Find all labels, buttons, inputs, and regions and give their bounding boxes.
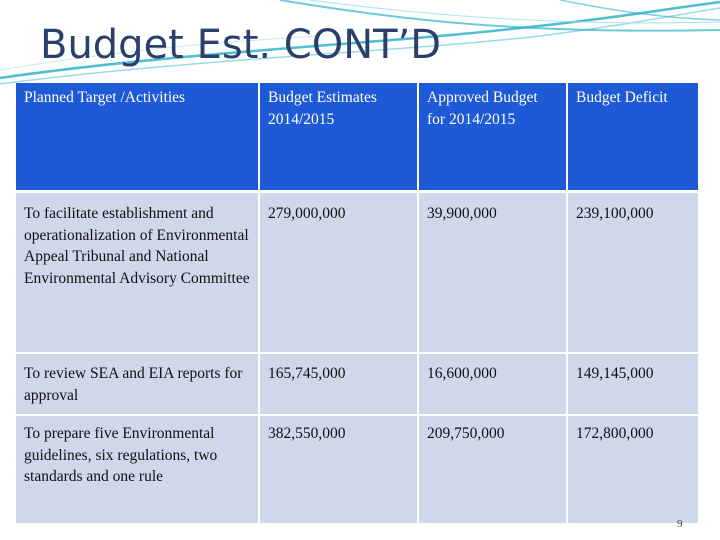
budget-table xyxy=(16,83,698,525)
cell-deficit: 172,800,000 xyxy=(568,416,698,525)
slide-title: Budget Est. CONT’D xyxy=(40,22,442,68)
page-number: 9 xyxy=(677,518,683,530)
cell-approved: 16,600,000 xyxy=(419,354,568,416)
cell-approved: 209,750,000 xyxy=(419,416,568,525)
header-budget-deficit: Budget Deficit xyxy=(568,83,698,193)
cell-deficit: 239,100,000 xyxy=(568,193,698,354)
table-row xyxy=(16,193,698,354)
header-approved-budget: Approved Budget for 2014/2015 xyxy=(419,83,568,193)
table-row xyxy=(16,416,698,525)
cell-estimate: 279,000,000 xyxy=(260,193,419,354)
cell-approved: 39,900,000 xyxy=(419,193,568,354)
cell-activity: To review SEA and EIA reports for approval xyxy=(16,354,260,416)
cell-estimate: 382,550,000 xyxy=(260,416,419,525)
header-budget-estimates: Budget Estimates 2014/2015 xyxy=(260,83,419,193)
cell-activity: To facilitate establishment and operationalization of Environmental Appeal Tribunal and National Environmental Advisory Committee xyxy=(16,193,260,354)
table-row xyxy=(16,354,698,416)
cell-activity: To prepare five Environmental guidelines, six regulations, two standards and one rule xyxy=(16,416,260,525)
table-header-row xyxy=(16,83,698,193)
cell-estimate: 165,745,000 xyxy=(260,354,419,416)
header-planned-target: Planned Target /Activities xyxy=(16,83,260,193)
cell-deficit: 149,145,000 xyxy=(568,354,698,416)
